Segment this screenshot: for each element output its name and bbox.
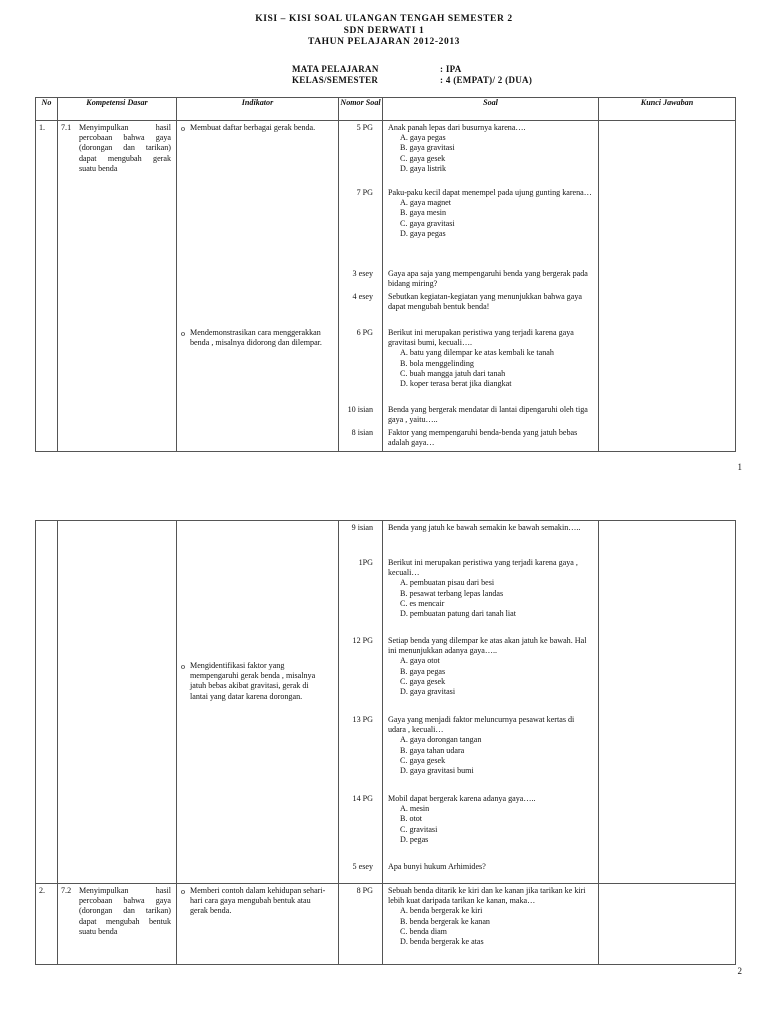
row-number: 1. xyxy=(36,121,58,452)
q-number: 5 PG xyxy=(356,123,373,132)
header-no: No xyxy=(36,98,58,121)
q-number: 3 esey xyxy=(352,269,373,278)
document-header xyxy=(0,14,768,49)
question: Berikut ini merupakan peristiwa yang terjadi karena gaya gravitasi bumi, kecuali…. A. batu yang dilempar ke atas kembali ke tanah B. bola menggelinding C. buah mangga jatuh dari tanah D. koper terasa berat jika diangkat xyxy=(388,328,574,389)
q-number: 4 esey xyxy=(352,292,373,301)
row-number xyxy=(36,521,58,884)
question: Benda yang bergerak mendatar di lantai dipengaruhi oleh tiga gaya , yaitu….. xyxy=(388,405,588,425)
kompetensi-dasar-cell xyxy=(58,521,177,884)
indikator-cell xyxy=(177,884,339,965)
nomor-soal-cell xyxy=(339,521,383,884)
subject-value: : IPA xyxy=(440,64,462,74)
meta-labels xyxy=(292,64,379,86)
q-number: 7 PG xyxy=(356,188,373,197)
kd-number: 7.1 xyxy=(61,123,72,132)
question: Apa bunyi hukum Arhimides? xyxy=(388,862,486,871)
page-number: 1 xyxy=(737,462,742,472)
q-number: 12 PG xyxy=(352,636,373,645)
kd-number: 7.2 xyxy=(61,886,72,895)
question: Mobil dapat bergerak karena adanya gaya….. A. mesin B. otot C. gravitasi D. pegas xyxy=(388,794,536,844)
kompetensi-dasar-cell xyxy=(58,121,177,452)
indikator-1: Membuat daftar berbagai gerak benda. xyxy=(190,123,316,132)
indikator-4: Memberi contoh dalam kehidupan sehari-hari cara gaya mengubah bentuk atau gerak benda. xyxy=(190,886,326,916)
kunci-cell xyxy=(599,884,736,965)
question: Gaya apa saja yang mempengaruhi benda yang bergerak pada bidang miring? xyxy=(388,269,588,289)
bullet-icon: o xyxy=(181,887,185,896)
indikator-cell xyxy=(177,521,339,884)
q-number: 5 esey xyxy=(352,862,373,871)
school-name: SDN DERWATI 1 xyxy=(343,25,425,36)
bullet-icon: o xyxy=(181,329,185,338)
kd-text: Menyimpulkan hasil percobaan bahwa gaya (dorongan dan tarikan) dapat mengubah bentuk suatu benda xyxy=(79,886,171,936)
question: Berikut ini merupakan peristiwa yang terjadi karena gaya , kecuali… A. pembuatan pisau dari besi B. pesawat terbang lepas landas C. es mencair D. pembuatan patung dari tanah liat xyxy=(388,558,578,619)
soal-cell xyxy=(383,884,599,965)
page-number: 2 xyxy=(737,966,742,976)
q-number: 1PG xyxy=(358,558,373,567)
kompetensi-dasar-cell xyxy=(58,884,177,965)
indikator-cell xyxy=(177,121,339,452)
question: Benda yang jatuh ke bawah semakin ke bawah semakin….. xyxy=(388,523,581,532)
subject-label: MATA PELAJARAN xyxy=(292,64,379,74)
school-year: TAHUN PELAJARAN 2012-2013 xyxy=(307,37,461,47)
nomor-soal-cell xyxy=(339,884,383,965)
bullet-icon: o xyxy=(181,662,185,671)
indikator-2: Mendemonstrasikan cara menggerakkan benda , misalnya didorong dan dilempar. xyxy=(190,328,322,348)
nomor-soal-cell xyxy=(339,121,383,452)
q-number: 9 isian xyxy=(351,523,373,532)
meta-values xyxy=(440,64,532,86)
header-indikator: Indikator xyxy=(177,98,339,121)
question: Paku-paku kecil dapat menempel pada ujung gunting karena… A. gaya magnet B. gaya mesin C. gaya gravitasi D. gaya pegas xyxy=(388,188,592,238)
doc-title: KISI – KISI SOAL ULANGAN TENGAH SEMESTER 2 xyxy=(255,14,513,24)
q-number: 8 isian xyxy=(351,428,373,437)
kunci-cell xyxy=(599,521,736,884)
question: Setiap benda yang dilempar ke atas akan jatuh ke bawah. Hal ini menunjukkan adanya gaya….. A. gaya otot B. gaya pegas C. gaya gesek D. gaya gravitasi xyxy=(388,636,587,697)
kd-text: Menyimpulkan hasil percobaan bahwa gaya (dorongan dan tarikan) dapat mengubah gerak suatu benda xyxy=(79,123,171,173)
question: Sebutkan kegiatan-kegiatan yang menunjukkan bahwa gaya dapat mengubah bentuk benda! xyxy=(388,292,582,312)
class-label: KELAS/SEMESTER xyxy=(292,75,379,85)
indikator-3: Mengidentifikasi faktor yang mempengaruhi gerak benda , misalnya jatuh bebas akibat gravitasi, gerak di lantai yang datar karena dorongan. xyxy=(190,661,316,701)
question: Faktor yang mempengaruhi benda-benda yang jatuh bebas adalah gaya… xyxy=(388,428,578,448)
kunci-cell xyxy=(599,121,736,452)
header-nomor-soal: Nomor Soal xyxy=(339,98,383,121)
header-kd: Kompetensi Dasar xyxy=(58,98,177,121)
soal-cell xyxy=(383,121,599,452)
kisi-table-page2 xyxy=(35,520,736,965)
question: Anak panah lepas dari busurnya karena…. A. gaya pegas B. gaya gravitasi C. gaya gesek D. gaya listrik xyxy=(388,123,526,173)
q-number: 14 PG xyxy=(352,794,373,803)
header-soal: Soal xyxy=(383,98,599,121)
q-number: 13 PG xyxy=(352,715,373,724)
class-value: : 4 (EMPAT)/ 2 (DUA) xyxy=(440,75,533,85)
question: Gaya yang menjadi faktor meluncurnya pesawat kertas di udara , kecuali… A. gaya dorongan tangan B. gaya tahan udara C. gaya gesek D. gaya gravitasi bumi xyxy=(388,715,575,776)
soal-cell xyxy=(383,521,599,884)
q-number: 10 isian xyxy=(347,405,373,414)
kisi-table-page1 xyxy=(35,97,736,452)
header-kunci: Kunci Jawaban xyxy=(599,98,736,121)
bullet-icon: o xyxy=(181,124,185,133)
q-number: 8 PG xyxy=(356,886,373,895)
q-number: 6 PG xyxy=(356,328,373,337)
row-number: 2. xyxy=(36,884,58,965)
question: Sebuah benda ditarik ke kiri dan ke kanan jika tarikan ke kiri lebih kuat daripada tarikan ke kanan, maka… A. benda bergerak ke kiri B. benda bergerak ke kanan C. benda diam D. benda bergerak ke atas xyxy=(388,886,586,947)
